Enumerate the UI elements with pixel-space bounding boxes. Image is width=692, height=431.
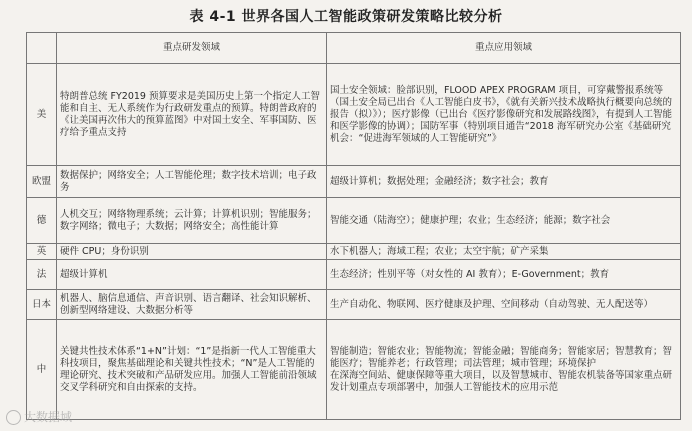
table-row [27,290,681,320]
country-cell: 中 [27,320,57,420]
header-application: 重点应用领域 [327,33,681,64]
country-cell: 英 [27,244,57,260]
application-cell: 超级计算机；数据处理；金融经济；数字社会；教育 [327,166,681,198]
research-cell: 人机交互；网络物理系统；云计算；计算机识别；智能服务；数字网络；微电子；大数据；网络安全；高性能计算 [57,198,327,244]
header-row [27,33,681,64]
watermark [6,408,72,425]
table-row [27,166,681,198]
watermark-text: 大数据域 [24,410,73,424]
application-cell: 国土安全领域：脸部识别，FLOOD APEX PROGRAM 项目，可穿戴警报系统等（国土安全局已出台《人工智能白皮书》，《就有关新兴技术战略执行概要向总统的报告（拟）》）；医疗影像（已出台《医疗影像研究和发展路线图》，有提到人工智能和医学影像的协调）；国防军事（特别项目通告“2018 海军研究办公室《基础研究机会：“促进海军领域的人工智能研究”》 [327,64,681,166]
watermark-logo-icon [6,410,21,425]
research-cell: 数据保护；网络安全；人工智能伦理；数字技术培训；电子政务 [57,166,327,198]
header-research: 重点研发领域 [57,33,327,64]
country-cell: 德 [27,198,57,244]
table-row [27,320,681,420]
country-cell: 法 [27,260,57,290]
research-cell: 硬件 CPU；身份识别 [57,244,327,260]
table-row [27,64,681,166]
country-cell: 日本 [27,290,57,320]
header-country [27,33,57,64]
country-cell: 欧盟 [27,166,57,198]
application-cell: 生态经济；性别平等（对女性的 AI 教育）；E-Government；教育 [327,260,681,290]
research-cell: 关键共性技术体系“1+N”计划：“1”是指新一代人工智能重大科技项目，聚焦基础理论和关键共性技术；“N”是人工智能的理论研究、技术突破和产品研发应用。加强人工智能前沿领域交叉学科研究和自由探索的支持。 [57,320,327,420]
table-row [27,260,681,290]
application-cell: 智能交通（陆海空）；健康护理；农业；生态经济；能源；数字社会 [327,198,681,244]
table-title: 表 4-1 世界各国人工智能政策研发策略比较分析 [189,9,503,25]
application-cell: 生产自动化、物联网、医疗健康及护理、空间移动（自动驾驶、无人配送等） [327,290,681,320]
table-row [27,198,681,244]
country-cell: 美 [27,64,57,166]
application-cell: 水下机器人；海域工程；农业；太空宇航；矿产采集 [327,244,681,260]
research-cell: 机器人、脑信息通信、声音识别、语言翻译、社会知识解析、创新型网络建设、大数据分析等 [57,290,327,320]
comparison-table [26,32,681,420]
research-cell: 特朗普总统 FY2019 预算要求是美国历史上第一个指定人工智能和自主、无人系统作为行政研发重点的预算。特朗普政府的《让美国再次伟大的预算蓝图》中对国土安全、军事国防、医疗给予重点支持 [57,64,327,166]
research-cell: 超级计算机 [57,260,327,290]
table-row [27,244,681,260]
application-cell: 智能制造；智能农业；智能物流；智能金融；智能商务；智能家居；智慧教育；智能医疗；智能养老；行政管理；司法管理；城市管理；环境保护 在深海空间站、健康保障等重大项目，以及智慧城市、智能农机装备等国家重点研发计划重点专项部署中，加强人工智能技术的应用示范 [327,320,681,420]
